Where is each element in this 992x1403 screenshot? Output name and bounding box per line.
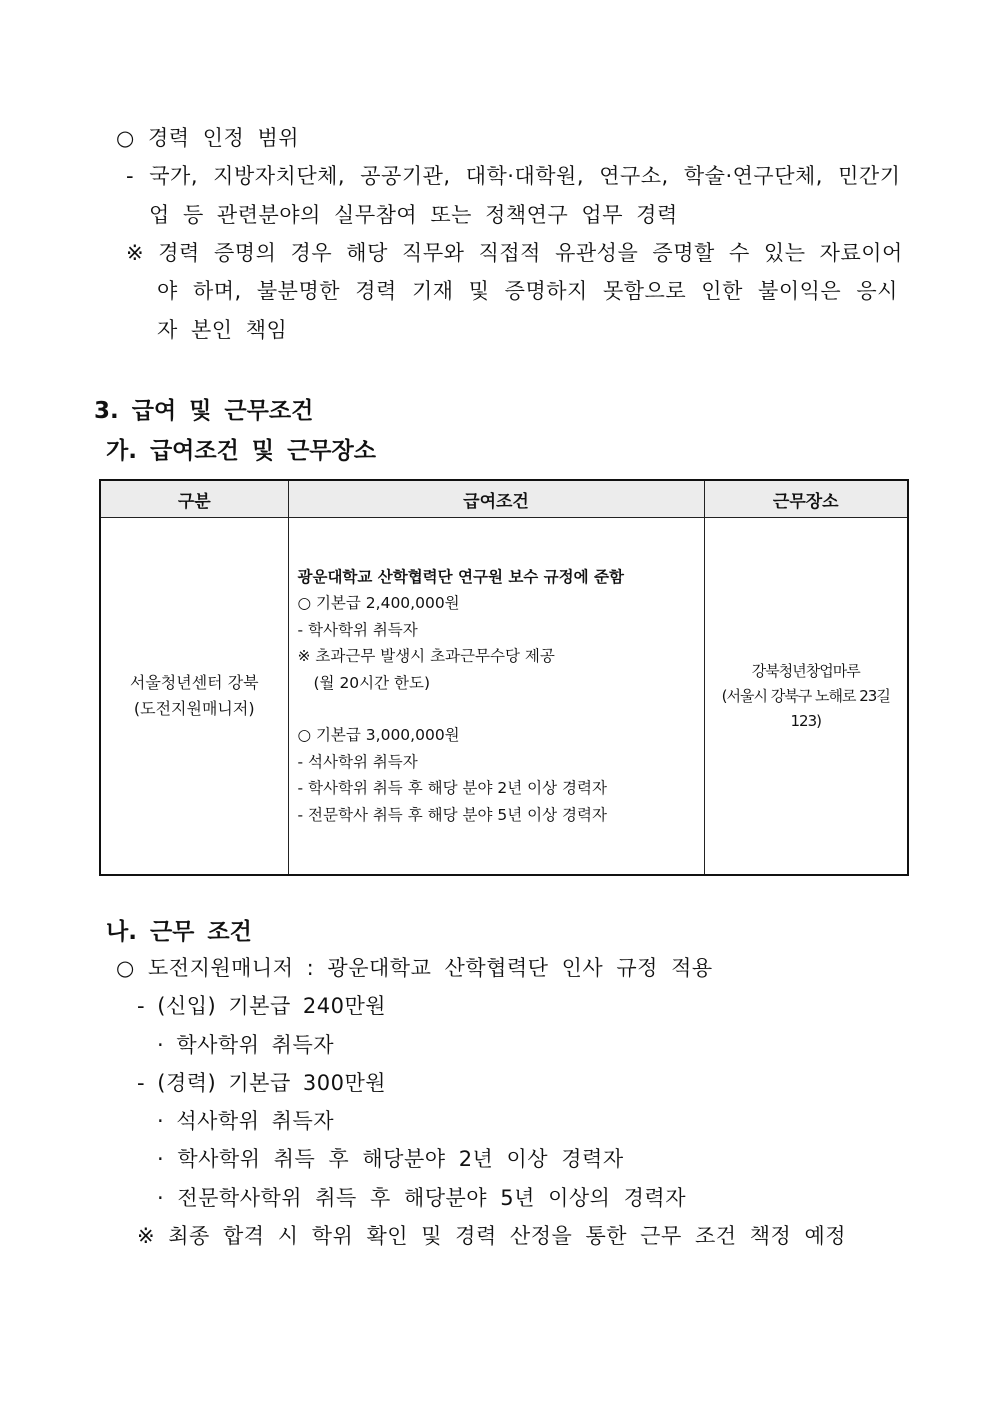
division-role: (도전지원매니저) (133, 699, 255, 718)
pay-line: - 학사학위 취득 후 해당 분야 2년 이상 경력자 (297, 779, 607, 798)
section-b-line-5: · 석사학위 취득자 (157, 1109, 335, 1133)
career-line-2: 업 등 관련분야의 실무참여 또는 정책연구 업무 경력 (149, 203, 678, 227)
section-b-line-4: - (경력) 기본급 300만원 (137, 1071, 387, 1095)
section-3a-title: 가. 급여조건 및 근무장소 (106, 438, 376, 464)
pay-table (99, 479, 909, 876)
section-b-line-1: ○ 도전지원매니저 : 광운대학교 산학협력단 인사 규정 적용 (116, 956, 713, 980)
section-b-note: ※ 최종 합격 시 학위 확인 및 경력 산정을 통한 근무 조건 책정 예정 (137, 1224, 847, 1248)
place-cell (704, 518, 908, 876)
pay-line: - 학사학위 취득자 (297, 620, 418, 639)
table-row (100, 518, 908, 876)
pay-line: (월 20시간 한도) (313, 673, 431, 692)
division-name: 서울청년센터 강북 (129, 673, 259, 692)
section-b-line-3: · 학사학위 취득자 (157, 1033, 335, 1057)
career-note-3: 자 본인 책임 (157, 318, 288, 342)
section-b-line-6: · 학사학위 취득 후 해당분야 2년 이상 경력자 (157, 1147, 624, 1171)
division-cell (100, 518, 288, 876)
career-note-2: 야 하며, 불분명한 경력 기재 및 증명하지 못함으로 인한 불이익은 응시 (157, 279, 898, 303)
pay-cell (288, 518, 704, 876)
header-place: 근무장소 (704, 480, 908, 518)
header-division: 구분 (100, 480, 288, 518)
place-address-number: 123) (790, 711, 821, 730)
pay-line: - 석사학위 취득자 (297, 752, 418, 771)
header-pay: 급여조건 (288, 480, 704, 518)
section-3-title: 3. 급여 및 근무조건 (94, 398, 314, 424)
section-b-line-7: · 전문학사학위 취득 후 해당분야 5년 이상의 경력자 (157, 1186, 686, 1210)
pay-line: ○ 기본급 2,400,000원 (297, 594, 460, 613)
section-b-line-2: - (신입) 기본급 240만원 (137, 994, 387, 1018)
place-address: (서울시 강북구 노해로 23길 (721, 686, 890, 705)
pay-line: - 전문학사 취득 후 해당 분야 5년 이상 경력자 (297, 805, 607, 824)
career-line-1: - 국가, 지방자치단체, 공공기관, 대학·대학원, 연구소, 학술·연구단체, 민간기 (126, 164, 901, 188)
pay-line: ※ 초과근무 발생시 초과근무수당 제공 (297, 647, 555, 666)
career-note-1: ※ 경력 증명의 경우 해당 직무와 직접적 유관성을 증명할 수 있는 자료이어 (126, 241, 903, 265)
table-header-row (100, 480, 908, 518)
section-b-title: 나. 근무 조건 (106, 919, 252, 945)
place-name: 강북청년창업마루 (751, 661, 860, 680)
pay-title: 광운대학교 산학협력단 연구원 보수 규정에 준함 (297, 567, 624, 586)
pay-line: ○ 기본급 3,000,000원 (297, 726, 460, 745)
career-heading: ○ 경력 인정 범위 (116, 126, 300, 150)
